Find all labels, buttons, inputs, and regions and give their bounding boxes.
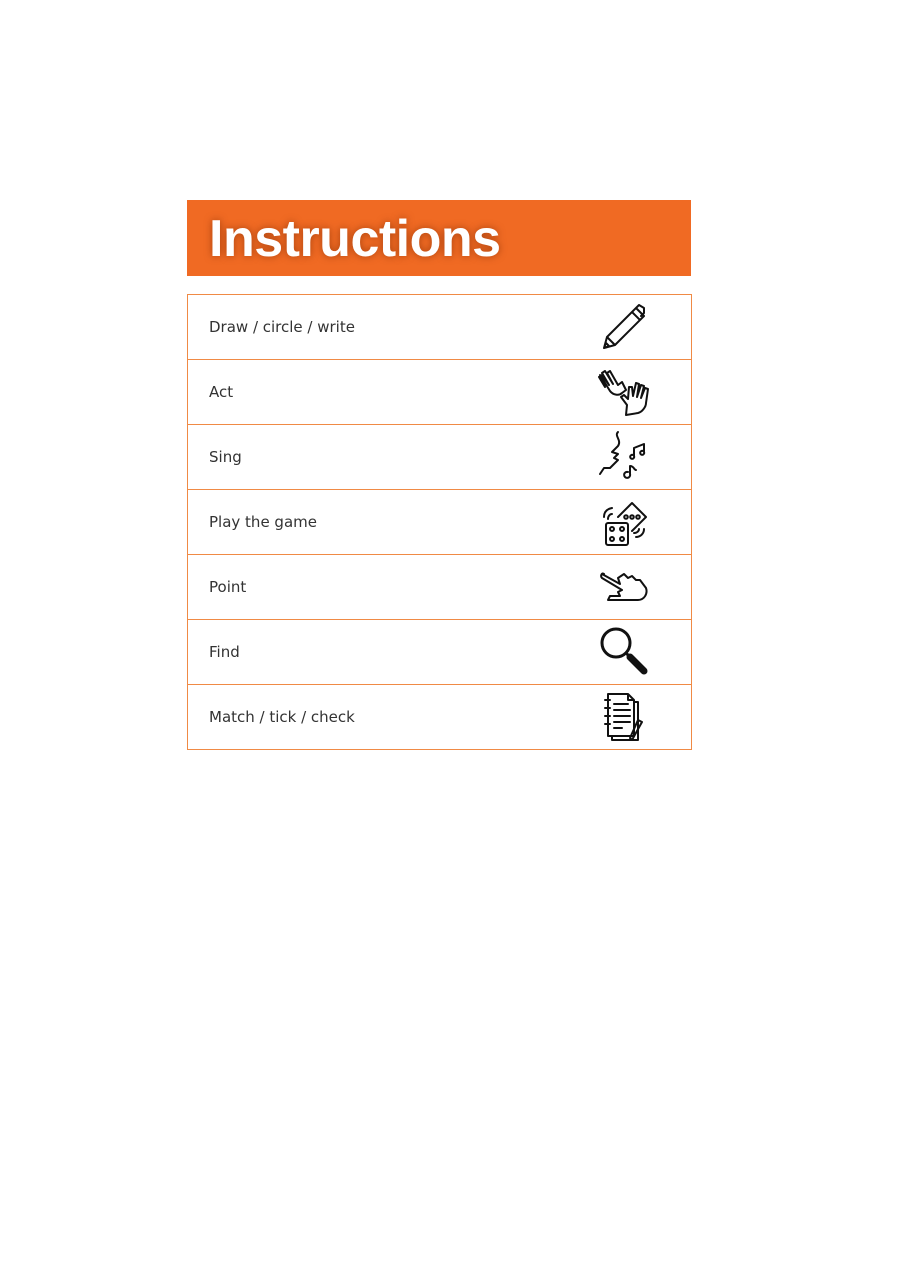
- row-label: Point: [209, 578, 247, 596]
- title-banner: [187, 200, 691, 276]
- row-label: Act: [209, 383, 234, 401]
- singing-icon: [596, 430, 652, 484]
- table-row: [188, 490, 691, 555]
- magnifier-icon: [596, 625, 652, 679]
- table-row: [188, 360, 691, 425]
- pencil-icon: [596, 300, 652, 354]
- table-row: [188, 295, 691, 360]
- row-label: Find: [209, 643, 240, 661]
- hands-icon: [596, 365, 652, 419]
- table-row: [188, 555, 691, 620]
- page-title: Instructions: [209, 210, 501, 268]
- instructions-table: [187, 294, 692, 750]
- notepad-icon: [596, 690, 652, 744]
- table-row: [188, 620, 691, 685]
- row-label: Sing: [209, 448, 242, 466]
- table-row: [188, 685, 691, 749]
- row-label: Draw / circle / write: [209, 318, 355, 336]
- pointing-hand-icon: [596, 560, 652, 614]
- table-row: [188, 425, 691, 490]
- row-label: Play the game: [209, 513, 317, 531]
- row-label: Match / tick / check: [209, 708, 355, 726]
- dice-icon: [596, 495, 652, 549]
